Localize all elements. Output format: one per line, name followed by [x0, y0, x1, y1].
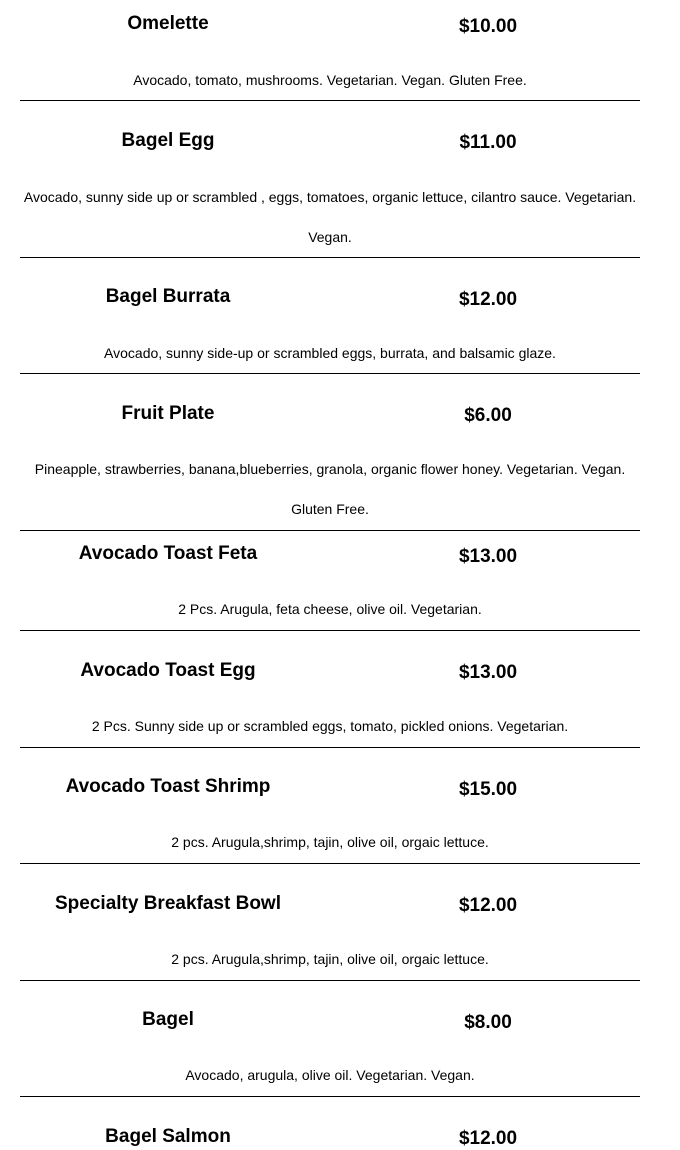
item-description: 2 pcs. Arugula,shrimp, tajin, olive oil, orgaic lettuce. — [171, 951, 489, 967]
item-name: Avocado Toast Feta — [78, 543, 258, 564]
divider — [20, 1096, 640, 1097]
item-name: Avocado Toast Shrimp — [65, 776, 271, 797]
item-name: Specialty Breakfast Bowl — [55, 893, 281, 914]
item-description: Avocado, arugula, olive oil. Vegetarian. Vegan. — [185, 1067, 475, 1083]
item-name: Omelette — [127, 13, 209, 34]
divider — [20, 980, 640, 981]
divider — [20, 863, 640, 864]
item-price: $13.00 — [458, 546, 518, 567]
item-description: Avocado, sunny side-up or scrambled eggs, burrata, and balsamic glaze. — [104, 345, 556, 361]
item-description: 2 pcs. Arugula,shrimp, tajin, olive oil, orgaic lettuce. — [171, 834, 489, 850]
item-price: $12.00 — [458, 895, 518, 916]
divider — [20, 100, 640, 101]
item-price: $12.00 — [458, 1128, 518, 1149]
item-name: Bagel — [142, 1009, 194, 1030]
divider — [20, 373, 640, 374]
item-name: Bagel Egg — [121, 130, 215, 151]
item-name: Avocado Toast Egg — [80, 660, 256, 681]
item-price: $12.00 — [458, 289, 518, 310]
item-description: 2 Pcs. Sunny side up or scrambled eggs, tomato, pickled onions. Vegetarian. — [91, 718, 569, 734]
item-name: Fruit Plate — [121, 403, 215, 424]
item-price: $8.00 — [464, 1012, 512, 1033]
divider — [20, 257, 640, 258]
item-name: Bagel Salmon — [105, 1126, 231, 1147]
item-price: $11.00 — [459, 132, 517, 153]
item-description: Pineapple, strawberries, banana,blueberries, granola, organic flower honey. Vegetarian. Vegan. Gluten Free. — [34, 461, 626, 517]
item-description: Avocado, sunny side up or scrambled , eggs, tomatoes, organic lettuce, cilantro sauce. Vegetarian. Vegan. — [23, 189, 637, 245]
item-price: $15.00 — [458, 779, 518, 800]
item-description: Avocado, tomato, mushrooms. Vegetarian. Vegan. Gluten Free. — [133, 72, 527, 88]
item-description: 2 Pcs. Arugula, feta cheese, olive oil. Vegetarian. — [178, 601, 482, 617]
item-price: $13.00 — [458, 662, 518, 683]
divider — [20, 630, 640, 631]
divider — [20, 747, 640, 748]
item-name: Bagel Burrata — [105, 286, 231, 307]
item-price: $6.00 — [464, 405, 512, 426]
divider — [20, 530, 640, 531]
item-price: $10.00 — [458, 16, 518, 37]
